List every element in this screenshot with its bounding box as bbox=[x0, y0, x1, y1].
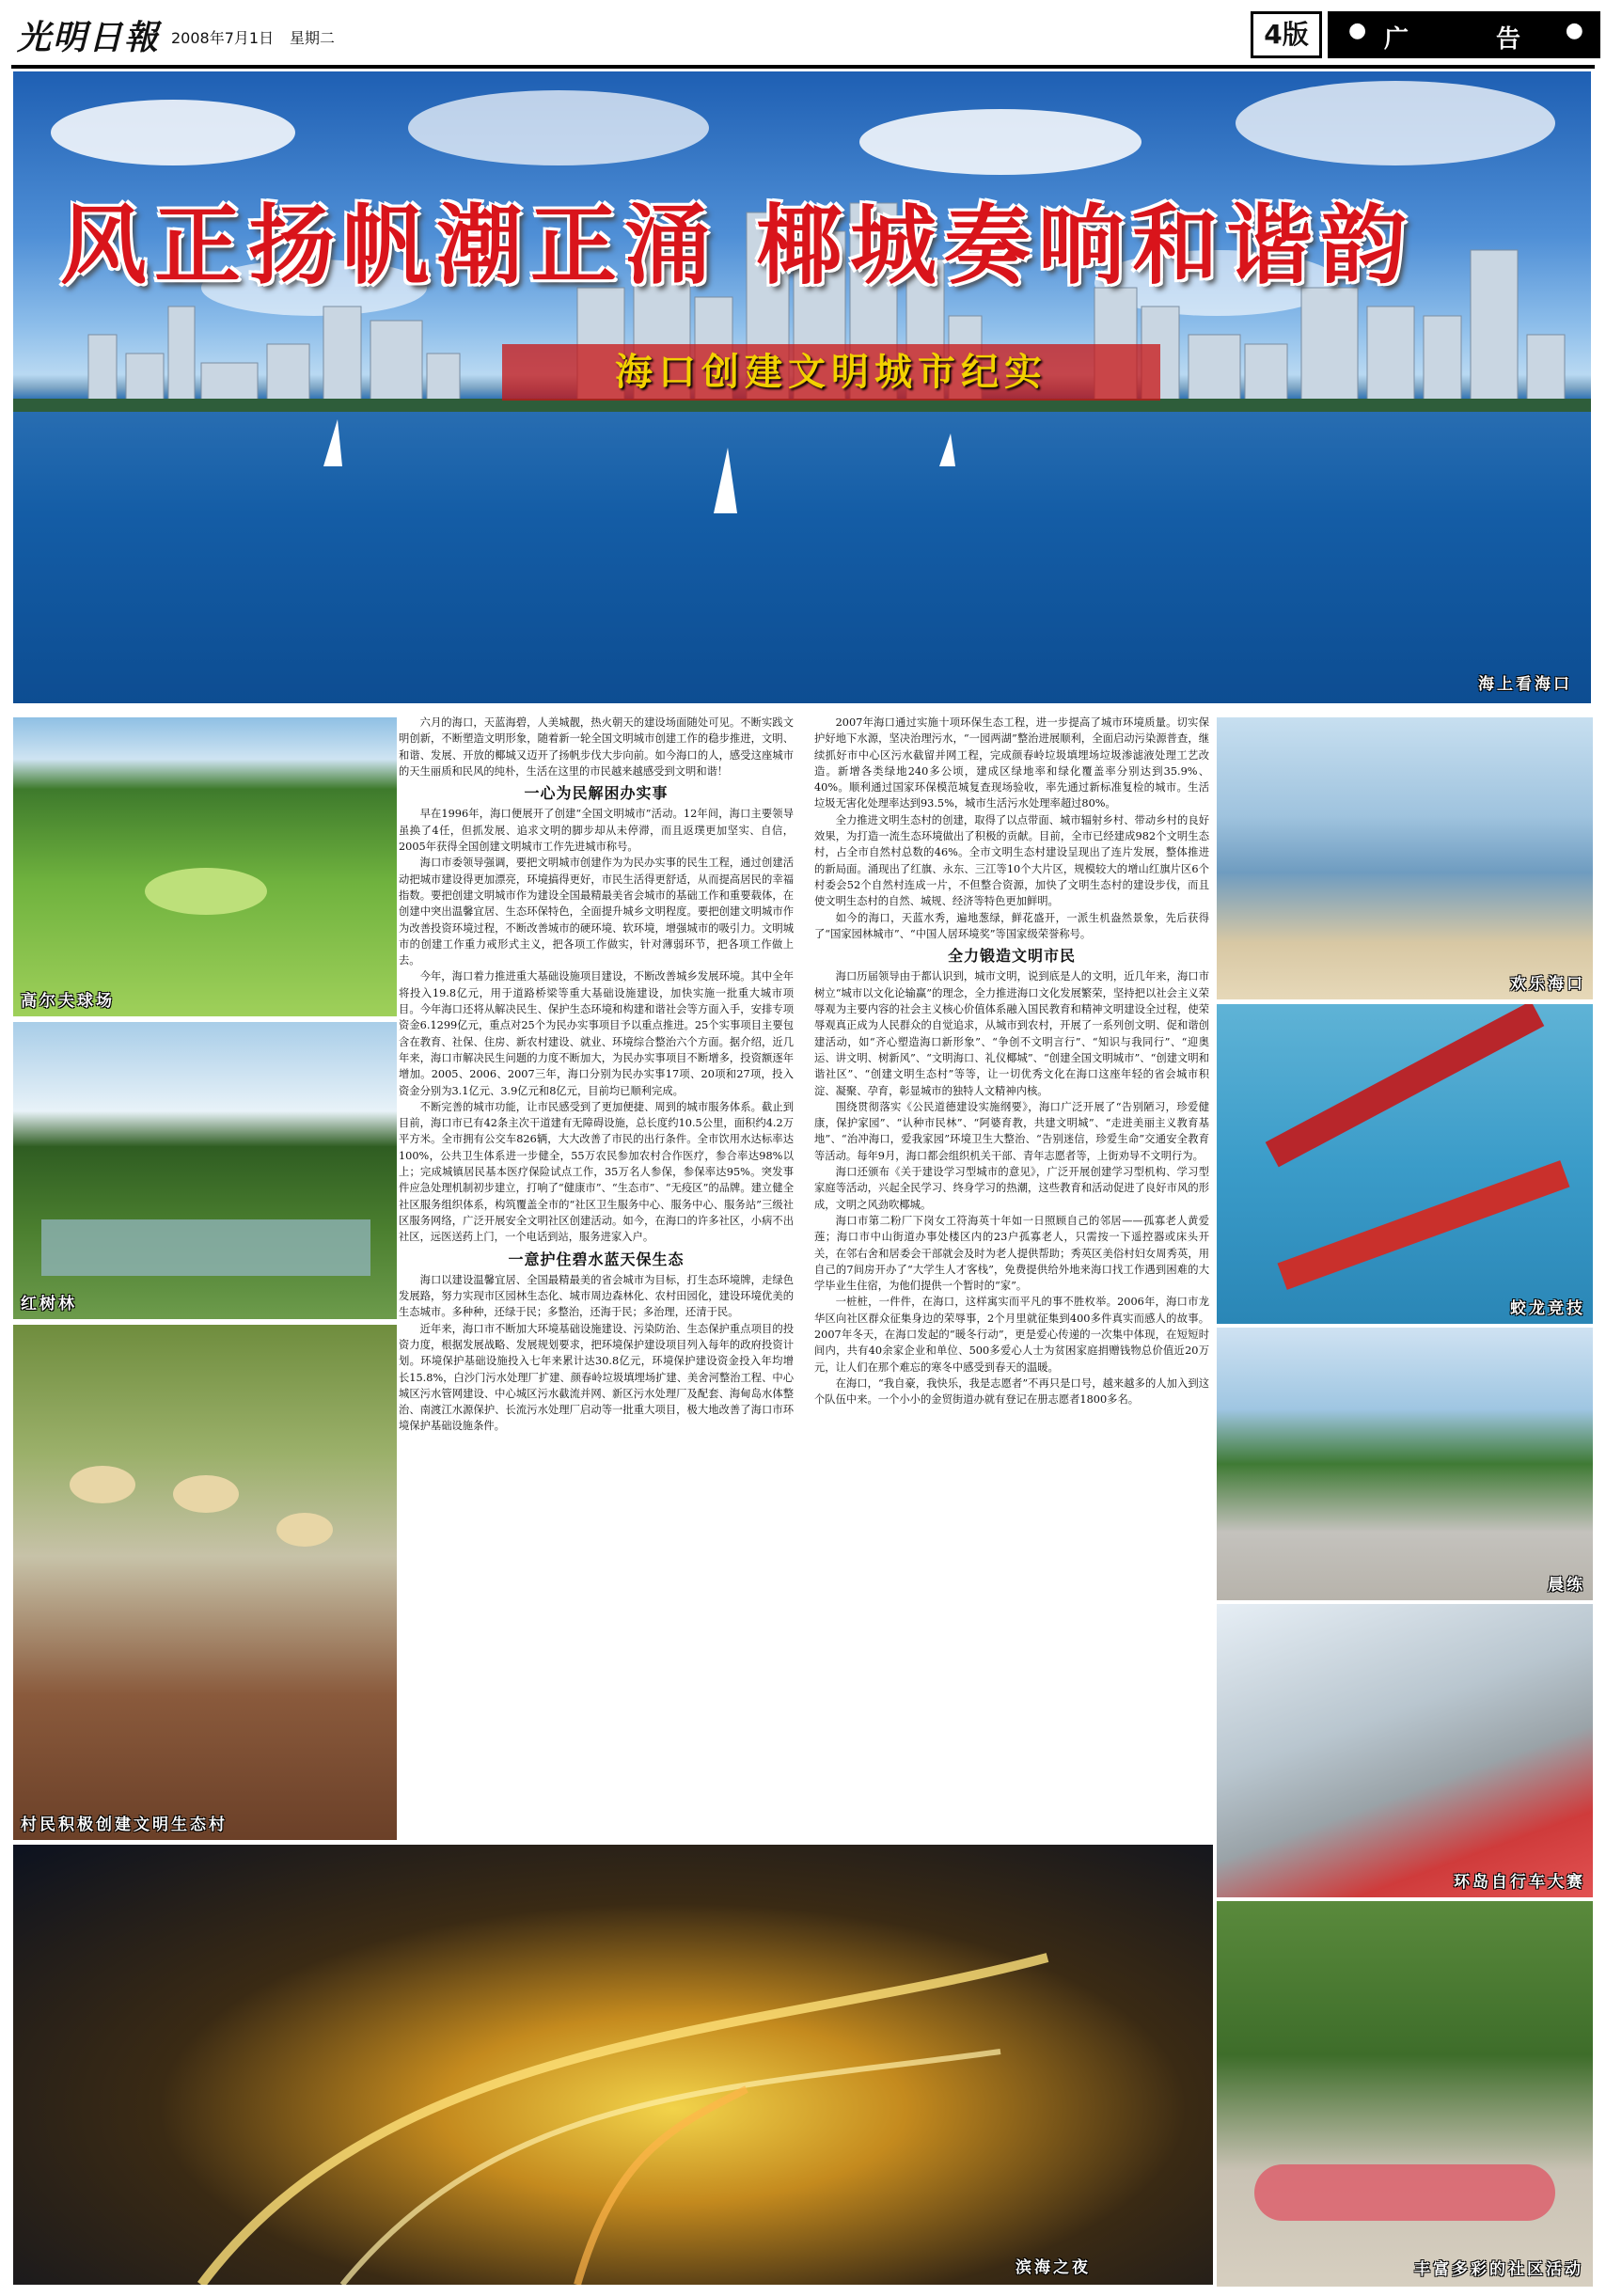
beach-photo bbox=[1217, 717, 1593, 999]
article-paragraph: 海口以建设温馨宜居、全国最精最美的省会城市为目标，打生态环境牌，走绿色发展路，努力实现市区园林生态化、城市周边森林化、农村田园化，建设环境优美的生态城市。多种种，还绿于民；多整治，还海于民；多治理，还清于民。 bbox=[399, 1273, 794, 1319]
villagers-photo bbox=[13, 1325, 397, 1840]
article-column-right bbox=[814, 715, 1209, 1407]
article-body bbox=[395, 715, 1213, 1815]
article-paragraph: 海口还颁布《关于建设学习型城市的意见》，广泛开展创建学习型机构、学习型家庭等活动，兴起全民学习、终身学习的热潮，这些教育和活动促进了良好市风的形成，文明之风劲吹椰城。 bbox=[814, 1166, 1209, 1211]
photo-caption: 丰富多彩的社区活动 bbox=[1414, 2260, 1583, 2279]
article-paragraph: 一桩桩，一件件，在海口，这样寓实而平凡的事不胜枚举。2006年，海口市龙华区向社区群众征集身边的荣辱事，2个月里就征集到400多件真实而感人的故事。2007年冬天，在海口发起的“暖冬行动”，更是爱心传递的一次集中体现，在短短时间内，共有40余家企业和单位、500多爱心人士为贫困家庭捐赠钱物总价值近20万元，让人们在那个难忘的寒冬中感受到春天的温暖。 bbox=[814, 1296, 1209, 1374]
article-paragraph: 早在1996年，海口便展开了创建“全国文明城市”活动。12年间，海口主要领导虽换了4任，但抓发展、追求文明的脚步却从未停滞，而且返璞更加坚实、自信，2005年获得全国创建文明城市工作先进城市称号。 bbox=[399, 808, 794, 854]
article-paragraph: 在海口，“我自豪，我快乐，我是志愿者”不再只是口号，越来越多的人加入到这个队伍中来。一个小小的金贸街道办就有登记在册志愿者1800多名。 bbox=[814, 1376, 1209, 1407]
photo-caption: 红树林 bbox=[21, 1295, 77, 1313]
article-paragraph: 六月的海口，天蓝海碧，人美城靓，热火朝天的建设场面随处可见。不断实践文明创新，不断塑造文明形象，随着新一轮全国文明城市创建工作的稳步推进，文明、和谐、发展、开放的椰城又迈开了扬帆步伐大步向前。如今海口的人，感受这座城市的天生丽质和民风的纯朴，生活在这里的市民越来越感受到文明和谐！ bbox=[399, 716, 794, 778]
hero-title: 风正扬帆潮正涌 椰城奏响和谐韵 bbox=[60, 195, 1415, 296]
photo-caption: 蛟龙竞技 bbox=[1510, 1299, 1585, 1318]
mangrove-photo bbox=[13, 1022, 397, 1319]
photo-caption: 高尔夫球场 bbox=[21, 992, 115, 1011]
dragon-boat-photo bbox=[1217, 1004, 1593, 1324]
article-paragraph: 今年，海口着力推进重大基础设施项目建设，不断改善城乡发展环境。其中全年将投入19.8亿元，用于道路桥梁等重大基础设施建设，加快实施一批重大城市项目。今年海口还将从解决民生、保护生态环境和构建和谐社会等方面入手，安排专项资金6.1299亿元，重点对25个为民办实事项目予以重点推进。25个实事项目主要包含在教育、社保、住房、新农村建设、就业、环境综合整治六个方面。据介绍，近几年来，海口市解决民生问题的力度不断加大，为民办实事项目不断增多，投资额逐年增加。2005、2006、2007三年，海口分别为民办实事17项、20项和27项，投入资金分别为3.1亿元、3.9亿元和8亿元，目前均已顺利完成。 bbox=[399, 970, 794, 1097]
bullet-dot-icon: ● bbox=[1348, 19, 1367, 42]
section-heading: 一心为民解困办实事 bbox=[524, 784, 669, 803]
hero-caption: 海上看海口 bbox=[1478, 675, 1572, 694]
article-paragraph: 近年来，海口市不断加大环境基础设施建设、污染防治、生态保护重点项目的投资力度，根据发展战略、发展规划要求，把环境保护建设项目列入每年的政府投资计划。环境保护基础设施投入七年来累计达30.8亿元，环境保护建设资金投入年均增长15.8%，白沙门污水处理厂扩建、颜春岭垃圾填埋场扩建、美舍河整治工程、中心城区污水管网建设、中心城区污水截流并网、新区污水处理厂及配套、海甸岛水体整治、南渡江水源保护、长流污水处理厂启动等一批重大项目，极大地改善了海口市环境保护基础设施条件。 bbox=[399, 1322, 794, 1433]
newspaper-logo: 光明日報 bbox=[17, 18, 161, 57]
article-paragraph: 不断完善的城市功能，让市民感受到了更加便捷、周到的城市服务体系。截止到目前，海口市已有42条主次干道建有无障碍设施，总长度约10.5公里，面积约4.2万平方米。全市拥有公交车826辆，大大改善了市民的出行条件。全市饮用水达标率达100%，公共卫生体系进一步健全，55万农民参加农村合作医疗，参合率达98%以上；完成城镇居民基本医疗保险试点工作，35万名人参保，参保率达95%。突发事件应急处理机制初步建立，打响了“健康市”、“生态市”、“无疫区”的品牌。建立健全社区服务组织体系，构筑覆盖全市的“社区卫生服务中心、服务中心、服务站”三级社区服务网络，广泛开展安全文明社区创建活动。如今，在海口的许多社区，小病不出社区，远医送药上门，一个电话到站，服务进家入户。 bbox=[399, 1100, 794, 1244]
bullet-dot-icon: ● bbox=[1565, 19, 1583, 42]
article-paragraph: 海口市第二粉厂下岗女工符海英十年如一日照顾自己的邻居——孤寡老人黄爱莲；海口市中山街道办事处楼区内的23户孤寡老人，只需按一下遥控器或床头开关，在邻右舍和居委会干部就会及时为老人提供帮助；秀英区美俗村妇女周秀英，用自己的7间房开办了“大学生人才客栈”，免费提供给外地来海口找工作遇到困难的大学毕业生住宿，为他们提供一个暂时的“家”。 bbox=[814, 1214, 1209, 1293]
photo-caption: 滨海之夜 bbox=[1016, 2258, 1091, 2277]
night-overpass-photo bbox=[13, 1845, 1213, 2285]
hero-subtitle: 海口创建文明城市纪实 bbox=[502, 344, 1160, 401]
photo-caption: 晨练 bbox=[1548, 1576, 1585, 1595]
photo-caption: 欢乐海口 bbox=[1510, 975, 1585, 994]
photo-caption: 环岛自行车大赛 bbox=[1454, 1873, 1585, 1892]
golf-course-photo bbox=[13, 717, 397, 1016]
section-label: 广 告 bbox=[1384, 25, 1561, 54]
cycling-race-photo bbox=[1217, 1604, 1593, 1897]
section-heading: 一意护住碧水蓝天保生态 bbox=[508, 1250, 685, 1268]
article-column-left bbox=[399, 715, 794, 1435]
article-paragraph: 2007年海口通过实施十项环保生态工程，进一步提高了城市环境质量。切实保护好地下水源，坚决治理污水，“一园两湖”整治进展顺利，全面启动污染源普查，继续抓好市中心区污水截留并网工程，完成颜春岭垃圾填埋场垃圾渗滤液处理工艺改造。新增各类绿地240多公顷，建成区绿地率和绿化覆盖率分别达到35.9%、40%。顺利通过国家环保模范城复查现场验收，率先通过新标准复检的城市。生活垃圾无害化处理率达到93.5%，城市生活污水处理率超过80%。 bbox=[814, 716, 1209, 810]
article-paragraph: 海口市委领导强调，要把文明城市创建作为为民办实事的民生工程，通过创建活动把城市建设得更加漂亮，环境搞得更好，市民生活得更舒适，从而提高居民的幸福指数。要把创建文明城市作为建设全国最精最美省会城市的基础工作和重要载体，在创建中突出温馨宜居、生态环保特色，全面提升城乡文明程度。要把创建文明城市作为改善投资环境过程，不断改善城市的硬环境、软环境，增强城市的吸引力。文明城市的创建工作重力戒形式主义，把各项工作做实，针对薄弱环节，把各项工作做上去。 bbox=[399, 857, 794, 967]
article-paragraph: 围绕贯彻落实《公民道德建设实施纲要》，海口广泛开展了“告别陋习，珍爱健康，保护家园”、“认种市民林”、“阿婆育教，共建文明城”、“走进美丽主义教育基地”、“治冲海口，爱我家园”环境卫生大整治、“告别迷信，珍爱生命”交通安全教育等活动。每年9月，海口都会组织机关干部、青年志愿者等，上街劝导不文明行为。 bbox=[814, 1100, 1209, 1162]
hero-banner bbox=[13, 71, 1591, 703]
section-label-box bbox=[1328, 11, 1600, 58]
morning-exercise-photo bbox=[1217, 1328, 1593, 1600]
article-paragraph: 全力推进文明生态村的创建，取得了以点带面、城市辐射乡村、带动乡村的良好效果，为打造一流生态环境做出了积极的贡献。目前，全市已经建成982个文明生态村，占全市自然村总数的46%。全市文明生态村建设呈现出了连片发展，整体推进的新局面。涌现出了红旗、永东、三江等10个大片区，规模较大的增山红旗片区6个村委会52个自然村连成一片，不但整合资源，加快了文明生态村的建设步伐，而且使文明生态村的自然、城规、经济等特色更加鲜明。 bbox=[814, 813, 1209, 908]
issue-date: 2008年7月1日 bbox=[171, 29, 275, 47]
photo-caption: 村民积极创建文明生态村 bbox=[21, 1816, 228, 1834]
issue-weekday: 星期二 bbox=[290, 29, 336, 47]
masthead bbox=[0, 0, 1606, 62]
community-activity-photo bbox=[1217, 1901, 1593, 2287]
article-paragraph: 如今的海口，天蓝水秀，遍地葱绿，鲜花盛开，一派生机盎然景象，先后获得了“国家园林城市”、“中国人居环境奖”等国家级荣誉称号。 bbox=[814, 911, 1209, 940]
masthead-rule bbox=[11, 65, 1595, 69]
page-number: 4版 bbox=[1251, 11, 1322, 58]
section-heading: 全力锻造文明市民 bbox=[947, 947, 1076, 966]
article-paragraph: 海口历届领导由于都认识到，城市文明，说到底是人的文明，近几年来，海口市树立“城市以文化论输赢”的理念，全力推进海口文化发展繁荣，坚持把以社会主义荣辱观为主要内容的社会主义核心价值体系融入国民教育和精神文明建设全过程，使荣辱观真正成为人民群众的自觉追求，从城市到农村，开展了一系列创文明、促和谐创建活动，如“齐心塑造海口新形象”、“争创不文明言行”、“知识与我同行”、“迎奥运、讲文明、树新风”、“文明海口、礼仪椰城”、“创建全国文明城市”、“创建文明和谐社区”、“创建文明生态村”等等，让一切优秀文化在海口这座年轻的省会城市积淀、凝聚、孕育，彰显城市的独特人文精神内核。 bbox=[814, 970, 1209, 1097]
